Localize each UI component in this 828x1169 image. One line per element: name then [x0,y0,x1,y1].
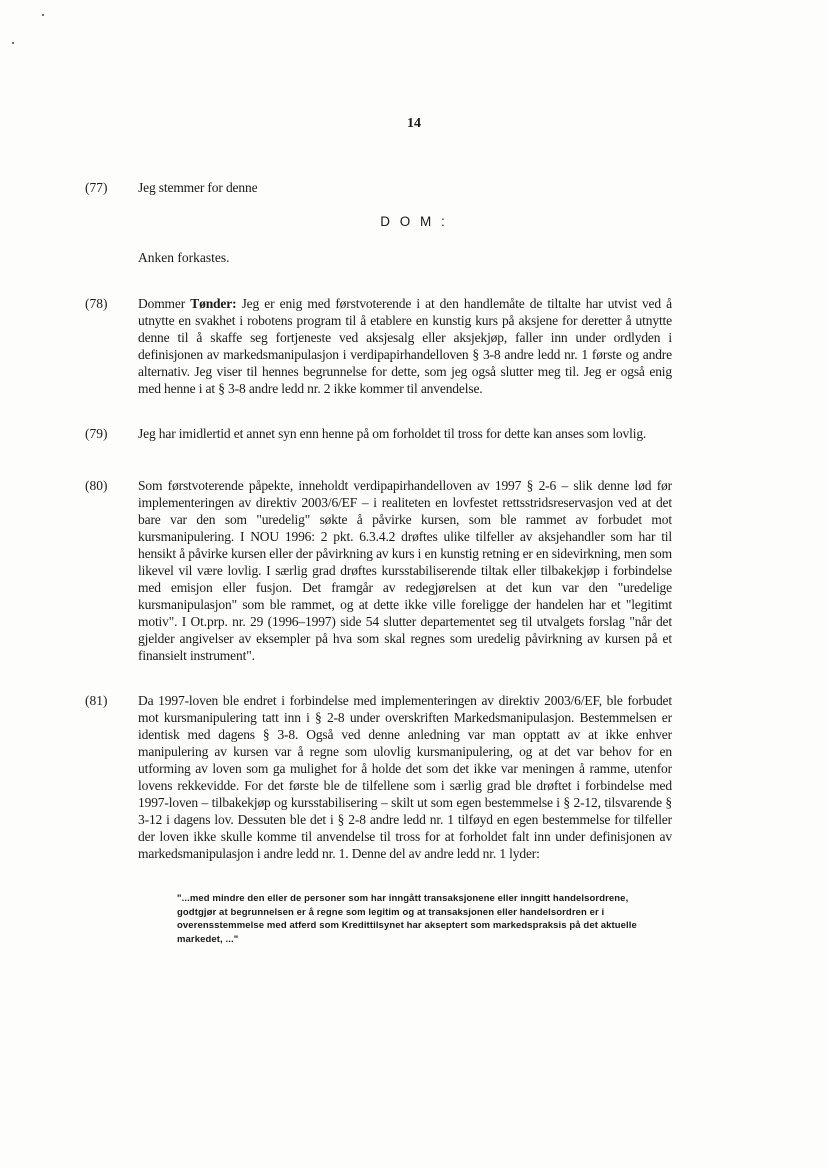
paragraph-number: (80) [85,478,108,493]
scan-speck [12,42,14,44]
paragraph-text [138,295,672,397]
paragraph-number: (77) [85,180,108,195]
statute-quote: "...med mindre den eller de personer som har inngått transaksjonene eller inngitt handelsordrene, godtgjør at begrunnelsen er å regne som legitim og at transaksjonen eller handelsordren er i overensstemmelse med atferd som Kredittilsynet har akseptert som markedspraksis på det aktuelle markedet, ..." [177,893,637,945]
judgment-verdict: Anken forkastes. [138,250,230,265]
paragraph-number: (78) [85,296,108,311]
judgment-heading: D O M : [380,214,448,229]
paragraph-number: (81) [85,693,108,708]
paragraph-body: Jeg er enig med førstvoterende i at den handlemåte de tiltalte har utvist ved å utnytte en svakhet i robotens program til å etablere en kunstig kurs på aksjene for deretter å utnytte denne til å skaffe seg fortjeneste ved aksjesalg eller aksjekjøp, faller inn under ordlyden i definisjonen av markedsmanipulasjon i verdipapirhandelloven § 3-8 andre ledd nr. 1 første og andre alternativ. Jeg viser til hennes begrunnelse for dette, som jeg også slutter meg til. Jeg er også enig med henne i at § 3-8 andre ledd nr. 2 ikke kommer til anvendelse. [138,296,672,396]
judge-name: Tønder: [190,296,237,311]
paragraph-text: Da 1997-loven ble endret i forbindelse med implementeringen av direktiv 2003/6/EF, ble forbudet mot kursmanipulering tatt inn i § 2-8 under overskriften Markedsmanipulasjon. Bestemmelsen er identisk med dagens § 3-8. Også ved denne anledning var man opptatt av at ikke enhver manipulering av kursen var å regne som ulovlig kursmanipulering, og at det var behov for en utforming av loven som ga mulighet for å holde det som det ikke var meningen å ramme, utenfor lovens rekkevidde. For det første ble de tilfellene som i særlig grad ble drøftet i forbindelse med 1997-loven – tilbakekjøp og kursstabilisering – skilt ut som egen bestemmelse i § 2-12, tilsvarende § 3-12 i dagens lov. Dessuten ble det i § 2-8 andre ledd nr. 1 tilføyd en egen bestemmelse for tilfeller der loven ikke skulle komme til anvendelse til tross for at forholdet falt inn under definisjonen av markedsmanipulasjon i andre ledd nr. 1. Denne del av andre ledd nr. 1 lyder: [138,693,672,861]
paragraph-text: Jeg har imidlertid et annet syn enn henne på om forholdet til tross for dette kan anses som lovlig. [138,426,647,441]
paragraph-lead: Dommer [138,296,191,311]
page-number: 14 [407,116,421,131]
scan-speck [42,14,44,16]
paragraph-text: Som førstvoterende påpekte, inneholdt verdipapirhandelloven av 1997 § 2-6 – slik denne lød før implementeringen av direktiv 2003/6/EF – i realiteten en lovfestet rettsstridsreservasjon ved at det bare var den som "uredelig" søkte å påvirke kursen, som ble rammet av forbudet mot kursmanipulering. I NOU 1996: 2 pkt. 6.3.4.2 drøftes ulike tilfeller av aksjehandler som har til hensikt å påvirke kursen eller der påvirkning av kurs i en kunstig retning er en sidevirkning, men som likevel vil være lovlig. I særlig grad drøftes kursstabiliserende tiltak eller tilbakekjøp i forbindelse med emisjon eller fusjon. Det framgår av redegjørelsen at det kun var den "uredelige kursmanipulasjon" som ble rammet, og at dette ikke ville foreligge der handelen har et "legitimt motiv". I Ot.prp. nr. 29 (1996–1997) side 54 slutter departementet seg til utvalgets forslag "når det gjelder angivelser av eksempler på hva som skal regnes som uredelig påvirkning av kursen på et finansielt instrument". [138,478,672,663]
paragraph-text: Jeg stemmer for denne [138,180,258,195]
paragraph-number: (79) [85,426,108,441]
